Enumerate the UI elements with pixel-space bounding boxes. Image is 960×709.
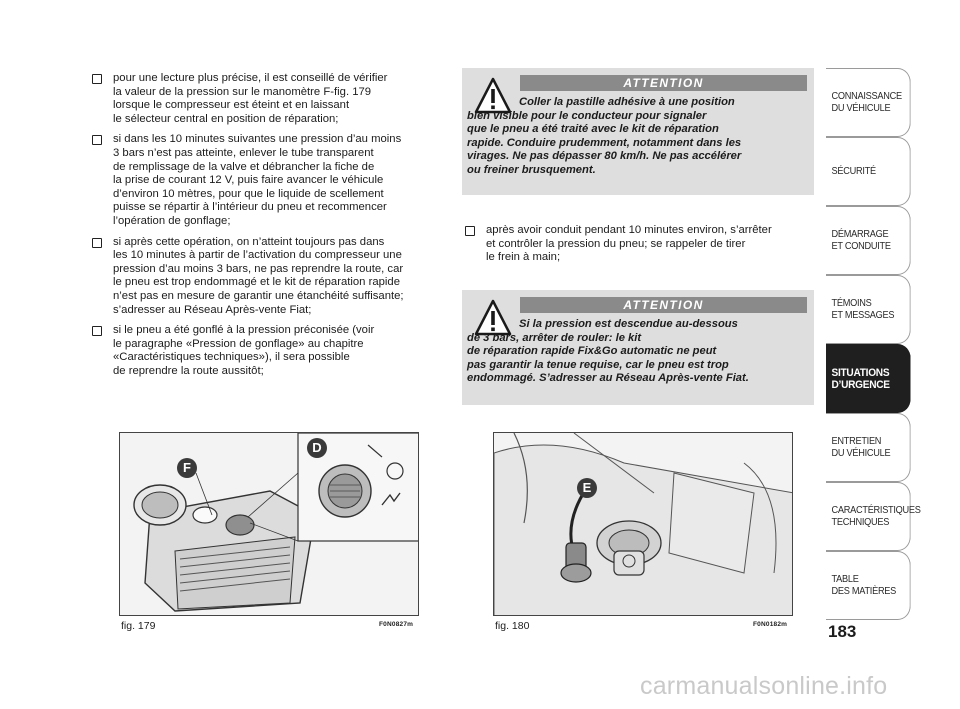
- bullet-item: [92, 72, 442, 126]
- power-socket-illustration: [494, 433, 793, 616]
- figure-180-power-socket: [493, 432, 793, 616]
- checkbox-bullet-icon: [92, 135, 102, 145]
- bullet-item: [92, 236, 442, 318]
- compressor-illustration: [120, 433, 419, 616]
- bullet-text: pour une lecture plus précise, il est conseillé de vérifier la valeur de la pression sur le manomètre F-fig. 179 lorsque le compresseur est éteint et en laissant le sélecteur central en position de réparation;: [113, 72, 388, 125]
- bullet-text: si dans les 10 minutes suivantes une pression d’au moins 3 bars n’est pas atteinte, enlever le tube transparent de remplissage de la valve et débrancher la fiche de la prise de courant 12 V, puis faire avancer le véhicule d’environ 10 mètres, pour que le liquide de scellement puisse se répartir à l’intérieur du pneu et recommencer l’opération de gonflage;: [113, 133, 402, 227]
- checkbox-bullet-icon: [92, 238, 102, 248]
- tab-caracteristiques-techniques[interactable]: CARACTÉRISTIQUES TECHNIQUES: [826, 482, 911, 551]
- tab-securite[interactable]: SÉCURITÉ: [826, 137, 911, 206]
- figure-179-compressor: [119, 432, 419, 616]
- bullet-text: après avoir conduit pendant 10 minutes environ, s’arrêter et contrôler la pression du pneu; se rappeler de tirer le frein à main;: [486, 224, 772, 264]
- page-number: 183: [828, 622, 857, 641]
- callout-d-label: D: [312, 440, 322, 455]
- attention-text: Si la pression est descendue au-dessous de 3 bars, arrêter de rouler: le kit de réparation rapide Fix&Go automatic ne peut pas garantir la tenue requise, car le pneu est trop endommagé. S’adresser au Réseau Après-vente Fiat.: [467, 318, 749, 384]
- tab-demarrage-et-conduite[interactable]: DÉMARRAGE ET CONDUITE: [826, 206, 911, 275]
- figure-179-label: fig. 179: [121, 620, 156, 632]
- watermark: carmanualsonline.info: [640, 672, 888, 700]
- tab-situations-d-urgence[interactable]: SITUATIONS D’URGENCE: [826, 344, 911, 413]
- bullet-item: [465, 224, 810, 265]
- attention-title: ATTENTION: [520, 297, 807, 313]
- callout-e-label: E: [582, 480, 592, 495]
- chapter-tabs: [826, 68, 921, 620]
- figure-179-code: F0N0827m: [379, 621, 414, 628]
- figure-180-label: fig. 180: [495, 620, 530, 632]
- checkbox-bullet-icon: [92, 74, 102, 84]
- tab-entretien-du-vehicule[interactable]: ENTRETIEN DU VÉHICULE: [826, 413, 911, 482]
- tab-table-des-matieres[interactable]: TABLE DES MATIÈRES: [826, 551, 911, 620]
- attention-title: ATTENTION: [520, 75, 807, 91]
- bullet-item: [92, 324, 442, 378]
- bullet-item: [92, 133, 442, 228]
- attention-text: Coller la pastille adhésive à une position bien visible pour le conducteur pour signaler que le pneu a été traité avec le kit de réparation rapide. Conduire prudemment, notamment dans les virages. Ne pas dépasser 80 km/h. Ne pas accélérer ou freiner brusquement.: [467, 96, 742, 176]
- figure-180-code: F0N0182m: [753, 621, 788, 628]
- attention-box-2: [462, 290, 814, 405]
- left-column-bullets: [92, 72, 442, 385]
- bullet-text: si après cette opération, on n’atteint toujours pas dans les 10 minutes à partir de l’activation du compresseur une pression d’au moins 3 bars, ne pas reprendre la route, car le pneu est trop endommagé et le kit de réparation rapide n’est pas en mesure de garantir une étanchéité suffisante; s’adresser au Réseau Après-vente Fiat;: [113, 235, 404, 316]
- checkbox-bullet-icon: [92, 326, 102, 336]
- tab-temoins-et-messages[interactable]: TÉMOINS ET MESSAGES: [826, 275, 911, 344]
- attention-box-1: [462, 68, 814, 195]
- checkbox-bullet-icon: [465, 226, 475, 236]
- callout-f-label: F: [183, 460, 191, 475]
- bullet-text: si le pneu a été gonflé à la pression préconisée (voir le paragraphe «Pression de gonflage» au chapitre «Caractéristiques techniques»), il sera possible de reprendre la route aussitôt;: [113, 324, 375, 377]
- tab-connaissance-du-vehicule[interactable]: CONNAISSANCE DU VÉHICULE: [826, 68, 911, 137]
